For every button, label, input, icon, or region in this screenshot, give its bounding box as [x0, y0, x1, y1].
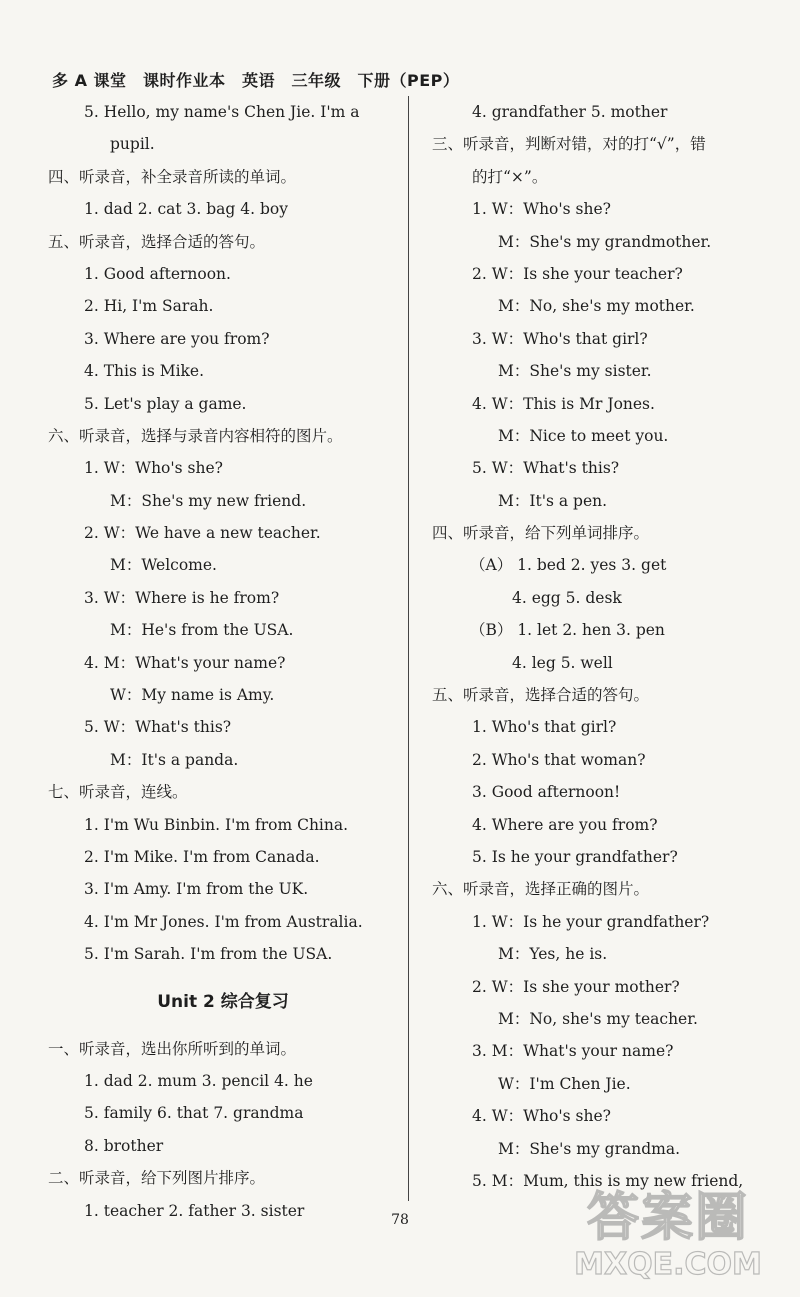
answer-line: 2. Who's that woman? [472, 750, 646, 769]
answer-line: M：She's my sister. [498, 362, 652, 381]
answer-line: 5. M：Mum, this is my new friend, [472, 1171, 744, 1190]
watermark-mark: 答案圈 [586, 1188, 749, 1248]
answer-line: 4. W：This is Mr Jones. [472, 394, 655, 413]
answer-line: W：I'm Chen Jie. [498, 1074, 631, 1093]
answer-line: 4. grandfather 5. mother [472, 103, 668, 121]
answer-line: M：She's my grandmother. [498, 232, 712, 251]
answer-line: 3. W：Who's that girl? [472, 329, 648, 348]
answer-line: 1. I'm Wu Binbin. I'm from China. [84, 815, 349, 834]
section-heading: 四、听录音，给下列单词排序。 [432, 524, 650, 543]
answer-line: 5. W：What's this? [84, 718, 232, 737]
answer-line: 5. Is he your grandfather? [472, 847, 678, 866]
watermark-url: MXQE.COM [574, 1247, 762, 1282]
left-column-lines-after-unit [48, 1033, 398, 1227]
answer-line: 4. Where are you from? [472, 815, 658, 834]
answer-line: （B） 1. let 2. hen 3. pen [470, 621, 665, 640]
answer-line: M：No, she's my mother. [498, 297, 695, 316]
answer-line: 1. W：Who's she? [472, 200, 611, 219]
section-heading: 一、听录音，选出你所听到的单词。 [48, 1039, 297, 1058]
answer-line: 5. I'm Sarah. I'm from the USA. [84, 945, 333, 964]
right-column-lines [432, 96, 772, 1197]
watermark-logo [548, 1190, 788, 1290]
answer-line: M：She's my grandma. [498, 1139, 681, 1158]
answer-line: M：It's a pen. [498, 491, 608, 510]
section-heading: 六、听录音，选择正确的图片。 [432, 880, 650, 899]
left-column-lines [48, 96, 398, 971]
answer-line: （A） 1. bed 2. yes 3. get [470, 556, 667, 575]
answer-line: 3. Where are you from? [84, 329, 270, 348]
section-heading: 三、听录音，判断对错，对的打“√”，错 [432, 135, 706, 154]
unit-title: Unit 2 综合复习 [157, 991, 289, 1012]
answer-line: 1. Who's that girl? [472, 718, 617, 737]
page-number: 78 [391, 1212, 409, 1228]
answer-line: 4. W：Who's she? [472, 1107, 611, 1126]
answer-line: M：Yes, he is. [498, 945, 608, 964]
right-column [432, 96, 772, 1197]
section-heading: 五、听录音，选择合适的答句。 [432, 686, 650, 705]
answer-line: 5. Hello, my name's Chen Jie. I'm a [84, 103, 360, 121]
answer-line: 3. M：What's your name? [472, 1042, 674, 1061]
answer-line: 1. dad 2. cat 3. bag 4. boy [84, 200, 288, 219]
answer-line: M：Nice to meet you. [498, 426, 669, 445]
section-heading: 四、听录音，补全录音所读的单词。 [48, 167, 297, 186]
answer-line: 4. egg 5. desk [512, 588, 622, 607]
answer-line: 4. I'm Mr Jones. I'm from Australia. [84, 912, 363, 931]
answer-line: 5. family 6. that 7. grandma [84, 1104, 304, 1123]
answer-line: 1. W：Is he your grandfather? [472, 912, 710, 931]
answer-line: M：He's from the USA. [110, 621, 294, 640]
answer-line: pupil. [110, 135, 155, 154]
answer-line: M：She's my new friend. [110, 491, 307, 510]
answer-line: 2. W：We have a new teacher. [84, 524, 321, 543]
section-heading: 二、听录音，给下列图片排序。 [48, 1169, 266, 1188]
answer-line: 3. I'm Amy. I'm from the UK. [84, 880, 309, 899]
answer-line: 4. leg 5. well [512, 653, 613, 672]
answer-line: 的打“×”。 [472, 167, 548, 186]
answer-line: 3. Good afternoon! [472, 783, 621, 802]
answer-line: 1. teacher 2. father 3. sister [84, 1201, 305, 1220]
answer-line: 2. W：Is she your teacher? [472, 264, 683, 283]
answer-line: M：It's a panda. [110, 750, 239, 769]
answer-line: 3. W：Where is he from? [84, 588, 280, 607]
answer-line: 2. I'm Mike. I'm from Canada. [84, 847, 320, 866]
answer-line: 1. Good afternoon. [84, 264, 231, 283]
answer-line: M：No, she's my teacher. [498, 1009, 698, 1028]
answer-line: 2. W：Is she your mother? [472, 977, 680, 996]
answer-line: 4. This is Mike. [84, 362, 205, 381]
answer-line: 1. dad 2. mum 3. pencil 4. he [84, 1071, 313, 1090]
section-heading: 七、听录音，连线。 [48, 783, 188, 802]
answer-line: 4. M：What's your name? [84, 653, 286, 672]
answer-line: 1. W：Who's she? [84, 459, 223, 478]
column-divider [408, 96, 409, 1201]
answer-line: 2. Hi, I'm Sarah. [84, 297, 214, 316]
answer-line: M：Welcome. [110, 556, 217, 575]
left-column [48, 96, 398, 1227]
page-header: 多 A 课堂 课时作业本 英语 三年级 下册（PEP） [52, 71, 460, 90]
answer-line: 5. W：What's this? [472, 459, 620, 478]
answer-line: W：My name is Amy. [110, 686, 275, 705]
section-heading: 六、听录音，选择与录音内容相符的图片。 [48, 426, 343, 445]
answer-line: 5. Let's play a game. [84, 394, 247, 413]
section-heading: 五、听录音，选择合适的答句。 [48, 232, 266, 251]
answer-line: 8. brother [84, 1136, 164, 1155]
